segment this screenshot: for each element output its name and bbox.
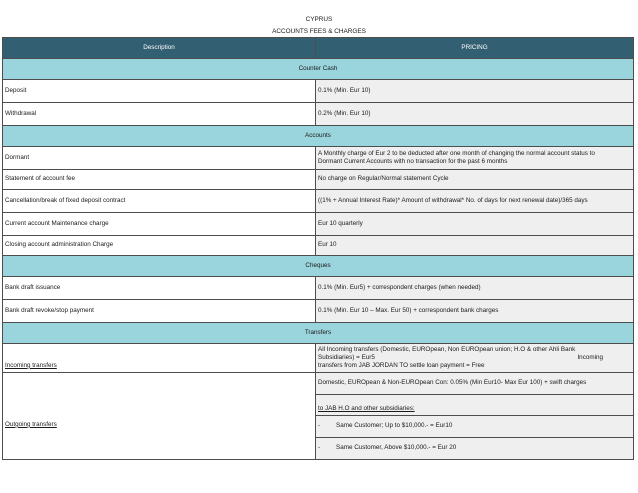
table-row <box>3 277 634 300</box>
row-description: Deposit <box>3 80 316 103</box>
row-description <box>3 344 316 373</box>
row-price: ((1% + Annual Interest Rate)* Amount of withdrawal* No. of days for next renewal date)/365 days <box>316 190 634 213</box>
fees-table <box>2 37 634 460</box>
row-price: Eur 10 <box>316 236 634 256</box>
header-pricing: PRICING <box>316 38 634 59</box>
row-description: Withdrawal <box>3 103 316 126</box>
row-description: Bank draft revoke/stop payment <box>3 300 316 323</box>
dash-marker: - <box>318 444 321 452</box>
row-description: Dormant <box>3 147 316 170</box>
row-description: Current account Maintenance charge <box>3 213 316 236</box>
price-line: Dormant Current Accounts with no transaction for the past 6 months <box>318 158 508 165</box>
section-title: Transfers <box>3 323 634 344</box>
row-description <box>3 373 316 460</box>
price-line: All Incoming transfers (Domestic, EUROpean, Non EUROpean union; H.O & other Ahli Bank <box>318 345 576 353</box>
row-price <box>316 416 634 438</box>
table-row <box>3 236 634 256</box>
row-price: 0.1% (Min. Eur 10 – Max. Eur 50) + correspondent bank charges <box>316 300 634 323</box>
row-price: 0.1% (Min. Eur5) + correspondent charges (when needed) <box>316 277 634 300</box>
table-row <box>3 300 634 323</box>
table-row <box>3 170 634 190</box>
table-header-row <box>3 38 634 59</box>
outgoing-transfers-label: Outgoing transfers <box>5 420 57 428</box>
section-title: Counter Cash <box>3 59 634 80</box>
price-line-left: Subsidiaries) = Eur5 <box>318 353 375 361</box>
price-line: transfers from JAB JORDAN TO settle loan payment = Free <box>318 362 485 370</box>
row-price <box>316 438 634 460</box>
price-line: A Monthly charge of Eur 2 to be deducted after one month of changing the normal account status to <box>318 149 595 157</box>
row-price <box>316 344 634 373</box>
table-row <box>3 213 634 236</box>
price-sub-text: Same Customer, Above $10,000.- = Eur 20 <box>336 444 457 452</box>
row-description: Closing account administration Charge <box>3 236 316 256</box>
subsidiaries-label: to JAB H.O and other subsidiaries: <box>318 404 415 412</box>
row-description: Bank draft issuance <box>3 277 316 300</box>
price-sub-item <box>318 422 631 430</box>
country-title: CYPRUS <box>305 16 333 23</box>
section-cheques <box>3 256 634 277</box>
price-line <box>318 354 631 362</box>
row-description: Statement of account fee <box>3 170 316 190</box>
table-row <box>3 373 634 395</box>
row-price: Eur 10 quarterly <box>316 213 634 236</box>
row-price: Domestic, EUROpean & Non-EUROpean Con: 0.05% (Min Eur10- Max Eur 100) + swift charges <box>316 373 634 395</box>
row-price: 0.2% (Min. Eur 10) <box>316 103 634 126</box>
dash-marker: - <box>318 422 321 430</box>
price-sub-item <box>318 444 631 452</box>
row-price <box>316 147 634 170</box>
row-description: Cancellation/break of fixed deposit contract <box>3 190 316 213</box>
header-description: Description <box>3 38 316 59</box>
row-price: 0.1% (Min. Eur 10) <box>316 80 634 103</box>
document-subtitle: ACCOUNTS FEES & CHARGES <box>272 28 366 35</box>
table-row <box>3 103 634 126</box>
price-sub-text: Same Customer; Up to $10,000.- = Eur10 <box>336 422 453 430</box>
table-row <box>3 344 634 373</box>
table-row <box>3 80 634 103</box>
row-price: No charge on Regular/Normal statement Cycle <box>316 170 634 190</box>
incoming-transfers-label: Incoming transfers <box>5 361 57 369</box>
row-price <box>316 395 634 416</box>
section-transfers <box>3 323 634 344</box>
section-title: Accounts <box>3 126 634 147</box>
section-accounts <box>3 126 634 147</box>
section-counter-cash <box>3 59 634 80</box>
section-title: Cheques <box>3 256 634 277</box>
table-row <box>3 147 634 170</box>
price-line-right: Incoming <box>577 353 603 361</box>
table-row <box>3 190 634 213</box>
